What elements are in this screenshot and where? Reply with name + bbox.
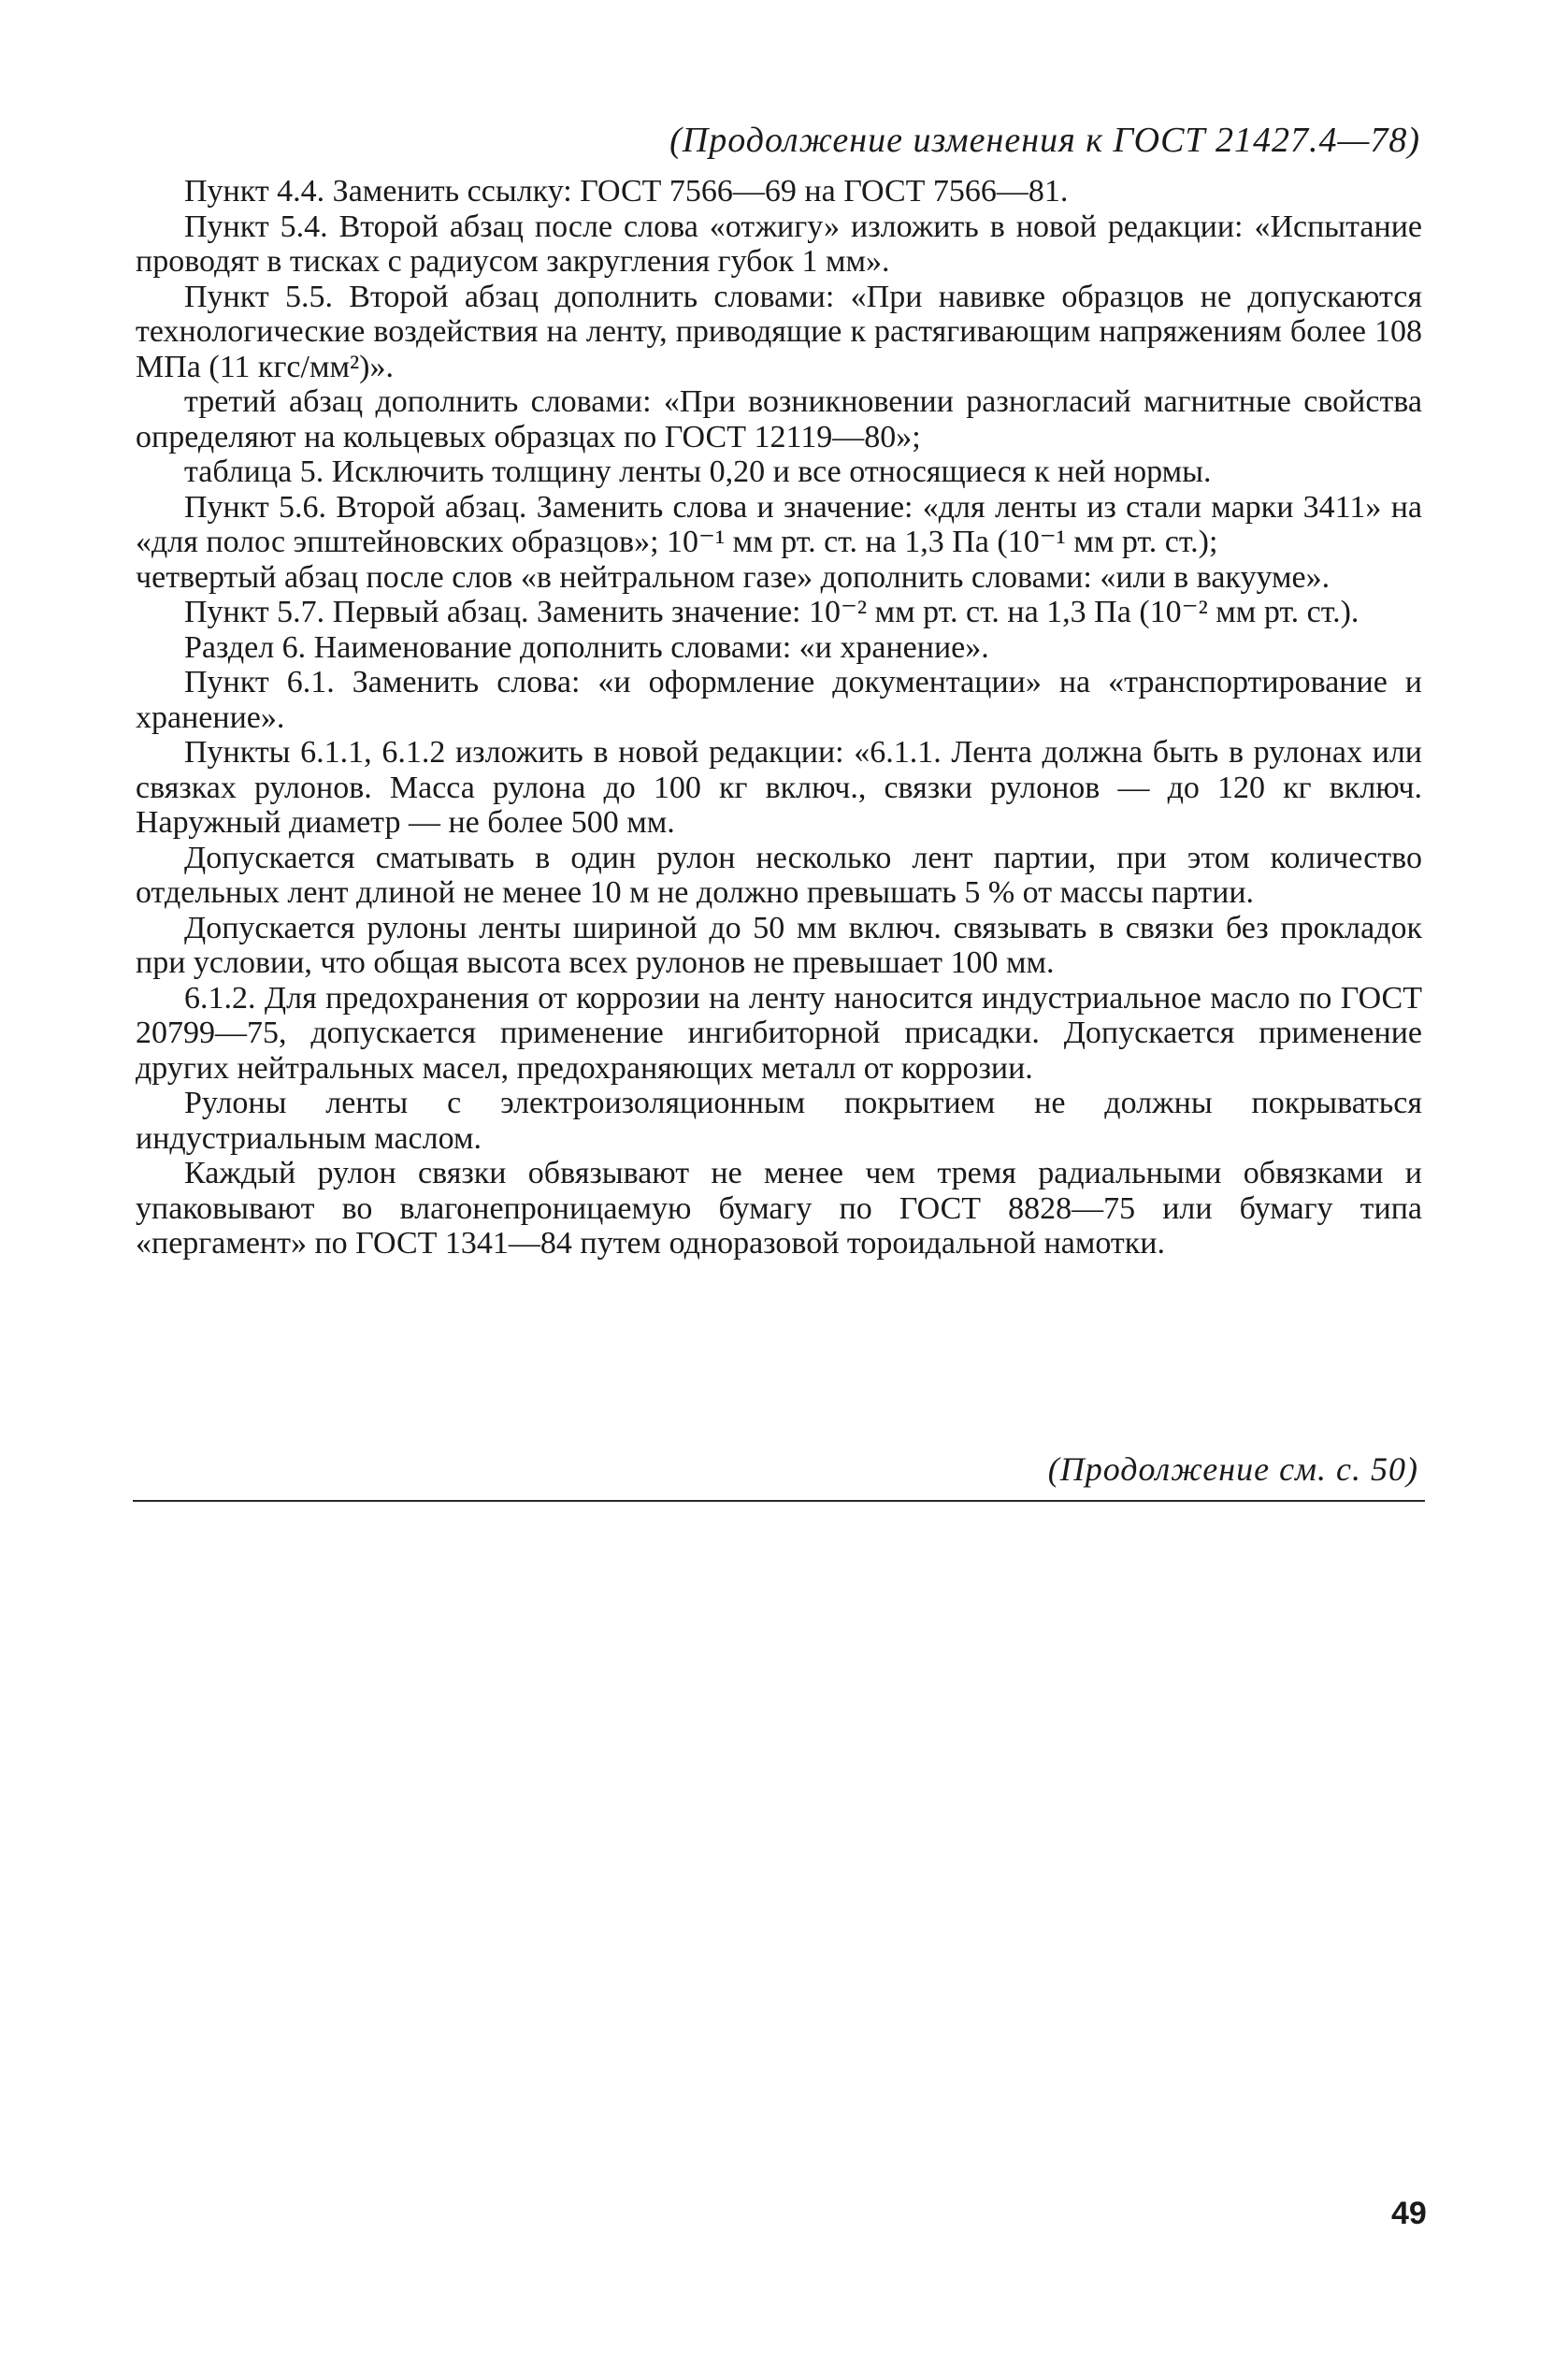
paragraph-6-1-1: Пункты 6.1.1, 6.1.2 изложить в новой редакции: «6.1.1. Лента должна быть в рулонах или связках рулонов. Масса рулона до 100 кг включ., связки рулонов — до 120 кг включ. Наружный диаметр — не более 500 мм. (136, 735, 1422, 840)
paragraph-table-5: таблица 5. Исключить толщину ленты 0,20 и все относящиеся к ней нормы. (184, 454, 1212, 489)
page-number: 49 (1391, 2196, 1427, 2231)
paragraph-third-abzac: третий абзац дополнить словами: «При возникновении разногласий магнитные свойства определяют на кольцевых образцах по ГОСТ 12119—80»; (136, 384, 1422, 454)
paragraph-one-roll: Допускается сматывать в один рулон несколько лент партии, при этом количество отдельных лент длиной не менее 10 м не должно превышать 5 % от массы партии. (136, 840, 1422, 910)
paragraph-5-4: Пункт 5.4. Второй абзац после слова «отжигу» изложить в новой редакции: «Испытание проводят в тисках с радиусом закругления губок 1 мм». (136, 209, 1422, 279)
horizontal-rule (133, 1500, 1425, 1502)
paragraph-6-1-2: 6.1.2. Для предохранения от коррозии на ленту наносится индустриальное масло по ГОСТ 20799—75, допускается применение ингибиторной присадки. Допускается применение других нейтральных масел, предохраняющих металл от коррозии. (136, 980, 1422, 1086)
paragraph-4-4: Пункт 4.4. Заменить ссылку: ГОСТ 7566—69 на ГОСТ 7566—81. (184, 174, 1069, 209)
continuation-header: (Продолжение изменения к ГОСТ 21427.4—78) (669, 121, 1420, 160)
paragraph-6-1: Пункт 6.1. Заменить слова: «и оформление документации» на «транспортирование и хранение». (136, 665, 1422, 735)
paragraph-5-7: Пункт 5.7. Первый абзац. Заменить значение: 10⁻² мм рт. ст. на 1,3 Па (10⁻² мм рт. ст.). (184, 595, 1359, 629)
paragraph-bundles: Допускается рулоны ленты шириной до 50 мм включ. связывать в связки без прокладок при условии, что общая высота всех рулонов не превышает 100 мм. (136, 910, 1422, 980)
amendment-text (136, 174, 1422, 1261)
paragraph-section-6: Раздел 6. Наименование дополнить словами: «и хранение». (184, 629, 989, 665)
continuation-footer: (Продолжение см. с. 50) (1047, 1450, 1418, 1488)
paragraph-packaging: Каждый рулон связки обвязывают не менее чем тремя радиальными обвязками и упаковывают во влагонепроницаемую бумагу по ГОСТ 8828—75 или бумагу типа «пергамент» по ГОСТ 1341—84 путем одноразовой тороидальной намотки. (136, 1156, 1422, 1261)
paragraph-5-6: Пункт 5.6. Второй абзац. Заменить слова и значение: «для ленты из стали марки 3411» на «для полос эпштейновских образцов»; 10⁻¹ мм рт. ст. на 1,3 Па (10⁻¹ мм рт. ст.); (136, 489, 1422, 559)
paragraph-fourth-abzac: четвертый абзац после слов «в нейтральном газе» дополнить словами: «или в вакууме». (136, 559, 1331, 595)
paragraph-coated-rolls: Рулоны ленты с электроизоляционным покрытием не должны покрываться индустриальным маслом. (136, 1086, 1422, 1156)
paragraph-5-5: Пункт 5.5. Второй абзац дополнить словами: «При навивке образцов не допускаются технологические воздействия на ленту, приводящие к растягивающим напряжениям более 108 МПа (11 кгс/мм²)». (136, 279, 1422, 384)
